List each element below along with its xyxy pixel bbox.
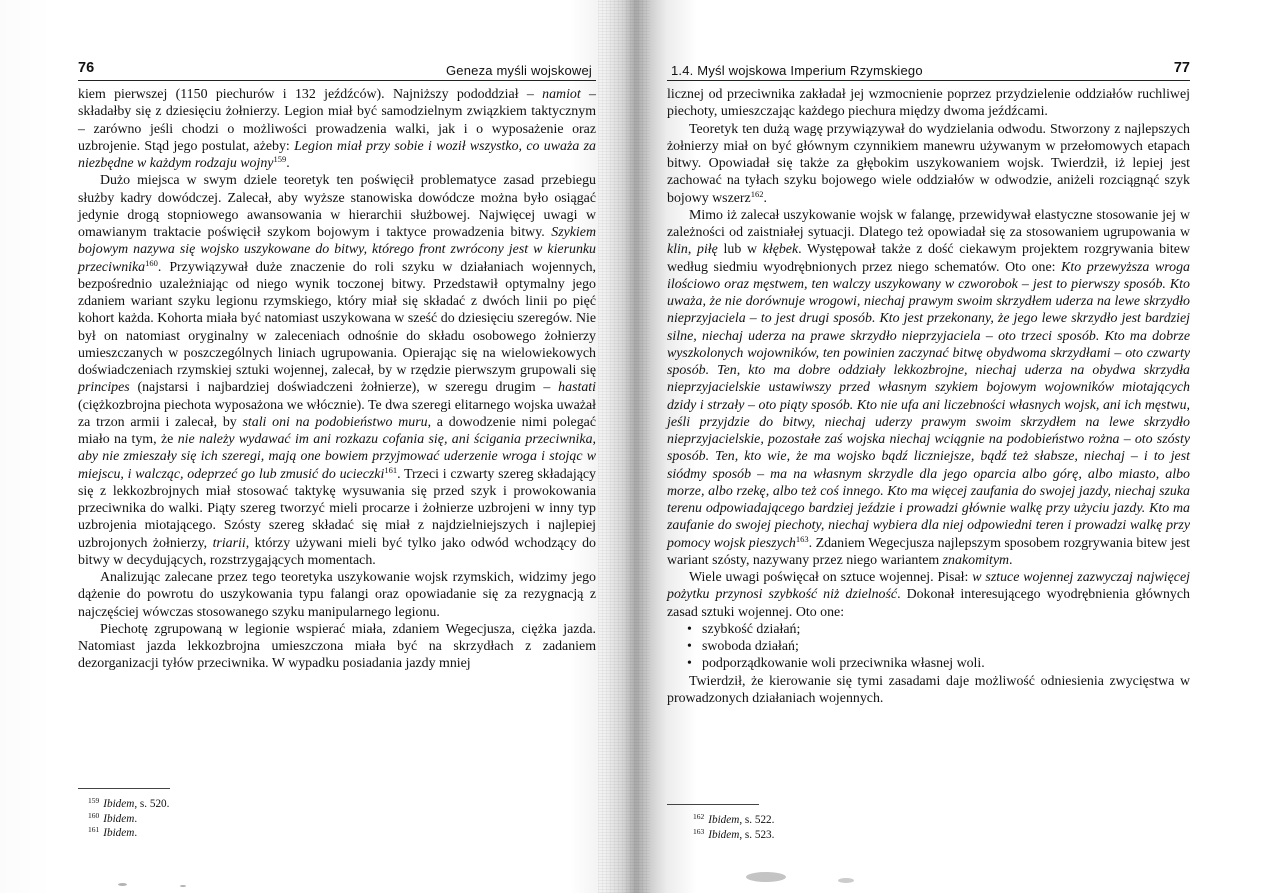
text-run: Analizując zalecane przez tego teoretyka uszykowanie wojsk rzymskich, widzimy jego dążenie do powrotu do uszykowania typu falangi oraz opowiadanie się za rezygnacją z najczęściej wówczas stosowanego szyku manipularnego legionu. <box>78 570 596 620</box>
footnote <box>693 828 933 843</box>
footnote-locator: . <box>134 827 138 839</box>
paragraph <box>78 172 596 569</box>
italic-text-run: Legion miał przy sobie i woził wszystko, co uważa za niezbędne w każdym rodzaju wojny <box>78 138 596 171</box>
right-page-number: 77 <box>1173 60 1190 76</box>
scan-speck <box>838 878 854 883</box>
scan-speck <box>118 883 127 886</box>
footnote-number: 161 <box>88 825 100 834</box>
footnote <box>693 813 933 828</box>
text-run: . <box>286 156 290 171</box>
text-run: . Przywiązywał duże znaczenie do roli szyku w działaniach wojennych, bezpośrednio uzależniając od niego wynik toczonej bitwy. Przedstawił optymalny jego zdaniem wariant szyku legionu rzymskiego, który miał się składać z dwóch linii po pięć kohort każda. Kohorta miała być natomiast uszykowana w sześć do dziesięciu szeregów. Nie był on natomiast oryginalny w zaleceniach odnośnie do składu osobowego żołnierzy umieszczanych w poszczególnych liniach ugrupowania. Opierając się na wielowiekowych doświadczeniach rzymskiej sztuki wojennej, zalecał, by w rzędzie pierwszym grupowali się <box>78 259 596 378</box>
text-run: (najstarsi i najbardziej doświadczeni żołnierze), w szeregu drugim – <box>129 380 559 396</box>
book-gutter-shadow <box>598 0 650 893</box>
footnote-reference: 163 <box>795 533 809 544</box>
right-page <box>667 58 1190 707</box>
principle-list-item: • swoboda działań; <box>687 638 1190 655</box>
italic-text-run: namiot <box>542 87 581 102</box>
paragraph <box>78 569 596 621</box>
text-run: Mimo iż zalecał uszykowanie wojsk w falangę, przewidywał elastyczne stosowanie jej w zależności od zaistniałej sytuacji. Dlatego też opowiadał się za stosowaniem ugrupowania w <box>667 207 1190 240</box>
footnote-number: 163 <box>693 826 705 836</box>
footnote-number: 160 <box>88 810 100 820</box>
paragraph <box>667 86 1190 121</box>
footnote-source: Ibidem <box>708 828 740 841</box>
italic-text-run: Kto przewyższa wroga ilościowo oraz męstwem, ten walczy uszykowany w czworobok – jest to pierwszy sposób. Kto uważa, że nie dorównuje wrogowi, niechaj prawym swoim skrzydłem uderza na lewe skrzydło nieprzyjaciela – to jest drugi sposób. Kto jest przekonany, że jego lewe skrzydło jest bardziej silne, niechaj uderza na prawe skrzydło nieprzyjaciela – oto trzeci sposób. Kto ma dobrze wyszkolonych wojowników, ten powinien zaczynać bitwę obydwoma skrzydłami – oto czwarty sposób. Ten, kto ma dobre oddziały lekkozbrojne, niechaj uderza na obydwa skrzydła nieprzyjacielskie ustawiwszy przed własnym szykiem bojowym wojowników miotających dzidy i strzały – oto piąty sposób. Kto nie ufa ani liczebności własnych wojsk, ani ich męstwu, jeśli przyjdzie do bitwy, niechaj uderzy prawym swoim skrzydłem na lewe skrzydło nieprzyjacielskie, pozostałe zaś wojska niechaj wciągnie na podobieństwo rożna – oto szósty sposób. Ten, kto wie, że ma wojsko bądź liczniejsze, bądź też słabsze, niechaj – i to jest siódmy sposób – ma na własnym skrzydle dla jego oparcia albo górę, albo miasto, albo morze, albo rzekę, albo też coś innego. Kto ma więcej zaufania do swojej jazdy, niechaj szuka terenu odpowiadającego bardziej jeździe i prowadzi głównie walkę przy użyciu jazdy. Kto ma zaufanie do swojej piechoty, niechaj wybiera dla niej odpowiedni teren i prowadzi walkę przy pomocy wojsk pieszych <box>667 259 1190 551</box>
footnote <box>88 812 328 827</box>
paragraph <box>667 673 1190 708</box>
scan-speck <box>746 872 786 882</box>
footnote-reference: 159 <box>273 154 287 164</box>
text-run: . Zdaniem Wegecjusza najlepszym sposobem rozgrywania bitew jest wariant szósty, nazywany przez niego wariantem <box>667 535 1190 568</box>
right-running-head-title: 1.4. Myśl wojskowa Imperium Rzymskiego <box>671 63 923 78</box>
text-run: Piechotę zgrupowaną w legionie wspierać miała, zdaniem Wegecjusza, ciężka jazda. Natomiast jazda lekkozbrojna umieszczona miała być na skrzydłach z zadaniem dezorganizacji tyłów przeciwnika. W wypadku posiadania jazdy mniej <box>78 621 596 672</box>
text-run: . <box>763 190 767 206</box>
right-body-text <box>667 86 1190 621</box>
footnote-source: Ibidem <box>103 812 135 825</box>
italic-text-run: klin <box>667 242 688 258</box>
text-run: Teoretyk ten dużą wagę przywiązywał do wydzielania odwodu. Stworzony z najlepszych żołnierzy miał on być głównym czynnikiem manewru używanym w przełomowych etapach bitwy. Opowiadał się także za głębokim uszykowaniem wojsk. Twierdził, iż lepiej jest zachować na tyłach szyku bojowego wiele oddziałów w odwodzie, aniżeli rozciągnąć szyk bojowy wszerz <box>667 121 1190 206</box>
footnote-locator: . <box>134 812 138 825</box>
principle-list-item: • szybkość działań; <box>687 621 1190 638</box>
footnote-reference: 162 <box>750 188 764 199</box>
left-footnotes <box>88 797 328 841</box>
scan-speck <box>180 885 186 887</box>
footnote-source: Ibidem <box>103 798 135 810</box>
footnote-number: 159 <box>88 796 100 805</box>
text-run: lub w <box>717 242 763 258</box>
principles-list <box>667 621 1190 673</box>
right-footnote-rule <box>667 804 759 805</box>
footnote-number: 162 <box>693 812 705 821</box>
footnote <box>88 797 328 812</box>
left-running-head <box>78 58 596 81</box>
paragraph <box>78 86 596 172</box>
text-run: . <box>1009 552 1013 568</box>
footnote-locator: , s. 523. <box>739 828 775 841</box>
text-run: Dużo miejsca w swym dziele teoretyk ten poświęcił problematyce zasad przebiegu służby kadry dowódczej. Zalecał, aby wyższe stanowiska dowódcze można było osiągać jedynie drogą stopniowego awansowania w hierarchii służbowej. Najwięcej uwagi w omawianym traktacie poświęcił szykom bojowym i taktyce prowadzenia bitwy. <box>78 173 596 240</box>
text-run: . Dokonał interesującego wyodrębnienia głównych zasad sztuki wojennej. Oto one: <box>667 587 1190 620</box>
left-page <box>78 58 596 673</box>
right-footnotes <box>693 813 933 842</box>
text-run: , a dowodzenie nimi polegać miało na tym, że <box>78 414 597 447</box>
footnote-source: Ibidem <box>708 814 740 826</box>
left-footnote-rule <box>78 788 170 789</box>
text-run: licznej od przeciwnika zakładał jej wzmocnienie poprzez przydzielenie oddziałów ruchliwej piechoty, umieszczając każdego piechura między dwoma jeźdźcami. <box>667 87 1190 120</box>
text-run: , którzy używani mieli być tylko jako odwód wchodzący do bitwy w decydujących, rozstrzygających momentach. <box>78 535 596 568</box>
italic-text-run: kłębek <box>762 242 799 258</box>
italic-text-run: nie należy wydawać im ani rozkazu cofania się, ani ścigania przeciwnika, aby nie zmieszały się ich szeregi, mają one bowiem przyjmować uderzenie wroga i stojąc w miejscu, i walcząc, odeprzeć go lub zmusić do ucieczki <box>78 432 596 482</box>
text-run: Twierdził, że kierowanie się tymi zasadami daje możliwość odniesienia zwycięstwa w prowadzonych działaniach wojennych. <box>667 673 1190 706</box>
italic-text-run: w sztuce wojennej zazwyczaj najwięcej pożytku przynosi szybkość niż dzielność <box>667 570 1190 603</box>
text-run: . Trzeci i czwarty szereg składający się z lekkozbrojnych miał stosować taktykę wysuwania się przed szyk i prowokowania przeciwnika do walki. Piąty szereg tworzyć mieli procarze i żołnierze uzbrojeni w inny typ uzbrojenia miotającego. Szósty szereg składać się miał z najdzielniejszych i najlepiej uzbrojonych żołnierzy, <box>78 466 596 551</box>
italic-text-run: hastati <box>558 380 596 396</box>
italic-text-run: triarii <box>212 535 246 551</box>
italic-text-run: znakomitym <box>942 552 1010 568</box>
text-run: kiem pierwszej (1150 piechurów i 132 jeźdźców). Najniższy pododdział – <box>78 87 543 102</box>
right-closing-text <box>667 673 1190 708</box>
left-running-head-title: Geneza myśli wojskowej <box>445 63 592 78</box>
text-run: . Występował także z dość ciekawym projektem rozgrywania bitew według siedmiu wyodrębnionych przez niego schematów. Oto one: <box>667 242 1190 275</box>
right-running-head <box>667 58 1190 81</box>
paragraph <box>667 207 1190 569</box>
paragraph <box>667 569 1190 621</box>
paragraph <box>78 621 596 673</box>
footnote <box>88 826 328 841</box>
principle-list-item: • podporządkowanie woli przeciwnika własnej woli. <box>687 655 1190 672</box>
footnote-locator: , s. 522. <box>739 814 775 826</box>
italic-text-run: principes <box>78 380 130 396</box>
footnote-source: Ibidem <box>103 827 135 839</box>
text-run: (ciężkozbrojna piechota wyposażona we włócznie). Te dwa szeregi elitarnego wojska uważał za trzon armii i zalecał, by <box>78 397 596 430</box>
footnote-locator: , s. 520. <box>134 798 170 810</box>
text-run: Wiele uwagi poświęcał on sztuce wojennej. Pisał: <box>689 570 973 585</box>
paragraph <box>667 121 1190 207</box>
italic-text-run: stali oni na podobieństwo muru <box>242 414 428 430</box>
left-page-number: 76 <box>78 60 95 76</box>
footnote-reference: 161 <box>384 464 398 475</box>
italic-text-run: piłę <box>697 242 718 258</box>
text-run: – składałby się z dziesięciu żołnierzy. Legion miał być samodzielnym związkiem taktycznym – zarówno jeśli chodzi o możliwości prowadzenia walki, jak i o wyposażenie oraz uzbrojenie. Stąd jego postulat, ażeby: <box>78 87 596 154</box>
footnote-reference: 160 <box>145 257 158 268</box>
text-run: , <box>687 242 697 258</box>
italic-text-run: Szykiem bojowym nazywa się wojsko uszykowane do bitwy, którego front zwrócony jest w kierunku przeciwnika <box>78 225 596 275</box>
left-body-text <box>78 86 596 673</box>
